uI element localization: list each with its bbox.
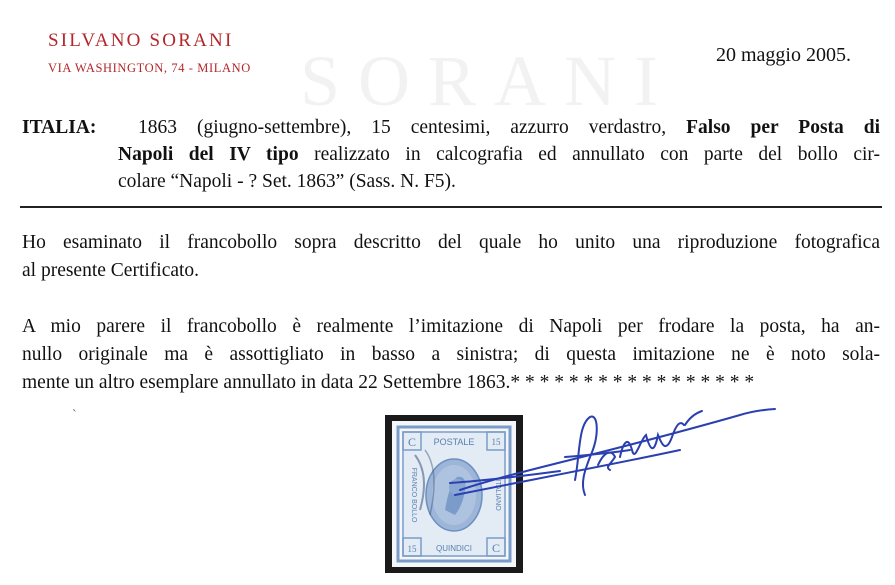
divider-rule	[20, 206, 882, 208]
paragraph-2-line-2: nullo originale ma è assottigliato in basso a sinistra; di questa imitazione ne è noto sola-	[22, 344, 880, 365]
firm-address: VIA WASHINGTON, 74 - MILANO	[48, 61, 251, 75]
paragraph-1-line-2: al presente Certificato.	[22, 260, 200, 281]
description-line-2	[22, 141, 880, 168]
paragraph-examination	[22, 229, 880, 285]
certificate-date: 20 maggio 2005.	[716, 44, 851, 66]
paragraph-2-line-1: A mio parere il francobollo è realmente l’imitazione di Napoli per frodare la posta, ha an-	[22, 316, 880, 337]
description-line-3	[22, 168, 880, 195]
stamp-corner-value: 15	[491, 437, 501, 447]
paragraph-2-line-3: mente un altro esemplare annullato in data 22 Settembre 1863.* * * * * * * * * * * * * * * * *	[22, 372, 755, 393]
stamp-corner-value-bottom: 15	[407, 544, 417, 554]
description-text-3: colare “Napoli - ? Set. 1863” (Sass. N. F5).	[118, 171, 456, 192]
paragraph-opinion	[22, 313, 880, 397]
description-bold-1: Falso per Posta di	[686, 117, 881, 138]
watermark: SORANI	[300, 41, 677, 121]
stamp-bottom-text: QUINDICI	[436, 544, 472, 553]
stray-mark: ˋ	[72, 408, 77, 423]
description-text-2: realizzato in calcografia ed annullato con parte del bollo cir-	[314, 144, 881, 165]
signature	[440, 395, 800, 515]
paragraph-1-line-1: Ho esaminato il francobollo sopra descritto del quale ho unito una riproduzione fotografica	[22, 232, 880, 253]
description-text-1: 1863 (giugno-settembre), 15 centesimi, azzurro verdastro,	[137, 117, 667, 138]
firm-name: SILVANO SORANI	[48, 30, 234, 51]
description-bold-2: Napoli del IV tipo	[118, 144, 299, 165]
description-line-1	[22, 114, 880, 141]
stamp-right-text: ITALIANO	[494, 479, 501, 511]
stamp-top-text: POSTALE	[433, 437, 475, 447]
stamp-corner-letter-bottom: C	[491, 541, 501, 555]
stamp-description	[22, 114, 880, 195]
country-label: ITALIA:	[22, 117, 97, 138]
signature-scribble	[440, 395, 800, 515]
stamp-corner-letter: C	[407, 435, 417, 449]
stamp-left-text: FRANCO BOLLO	[410, 467, 417, 523]
